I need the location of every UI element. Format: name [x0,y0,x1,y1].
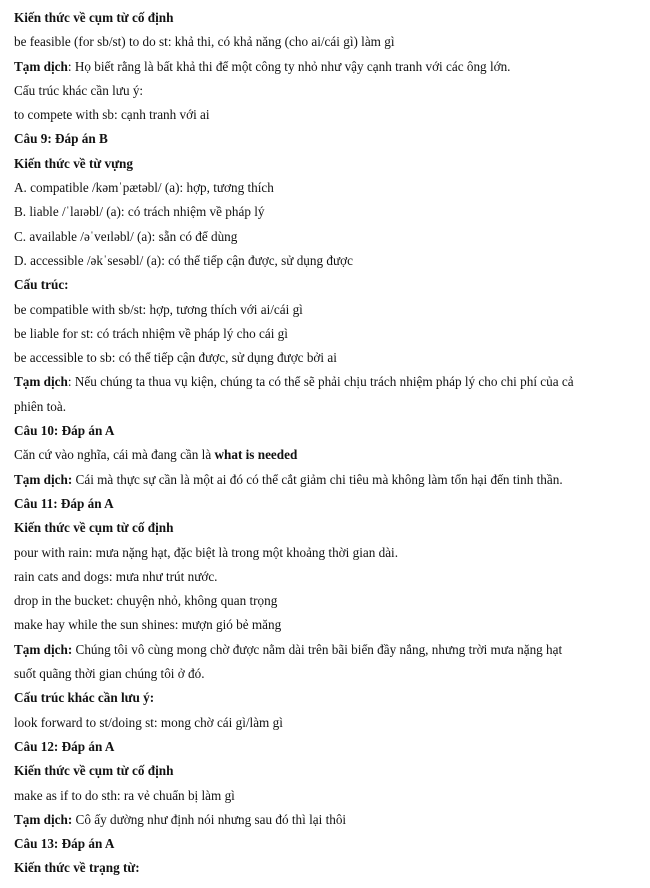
text-line: be compatible with sb/st: hợp, tương thích với ai/cái gì [14,301,303,317]
section-heading: Kiến thức về trạng từ: [14,860,140,876]
section-heading: Cấu trúc: [14,277,69,293]
text-line: pour with rain: mưa nặng hạt, đặc biệt là trong một khoảng thời gian dài. [14,544,399,560]
question-heading: Câu 13: Đáp án A [14,836,115,852]
text-line: be accessible to sb: có thể tiếp cận được, sử dụng được bởi ai [14,350,337,366]
translation-label: Tạm dịch [14,58,68,74]
translation-text: Chúng tôi vô cùng mong chờ được nằm dài trên bãi biển đầy nắng, nhưng trời mưa nặng hạt [72,641,563,657]
text-line: to compete with sb: cạnh tranh với ai [14,107,210,123]
text-line: make hay while the sun shines: mượn gió bẻ măng [14,617,282,633]
translation-text: : Họ biết rằng là bất khả thi để một công ty nhỏ như vậy cạnh tranh với các ông lớn. [67,58,511,74]
question-heading: Câu 9: Đáp án B [14,131,108,147]
text-line: Cấu trúc khác cần lưu ý: [14,82,144,98]
section-heading: Kiến thức về cụm từ cố định [14,10,174,25]
text-line: rain cats and dogs: mưa như trút nước. [14,568,218,584]
translation-label: Tạm dịch: [14,811,73,827]
text-line: make as if to do sth: ra vẻ chuẩn bị làm gì [14,787,235,803]
section-heading: Kiến thức về cụm từ cố định [14,763,174,779]
option-line: C. available /əˈveɪləbl/ (a): sẵn có để dùng [14,228,238,244]
text-segment: Căn cứ vào nghĩa, cái mà đang cần là [14,447,215,463]
translation-text: Cô ấy dường như định nói nhưng sau đó thì lại thôi [72,811,347,827]
section-heading: Kiến thức về cụm từ cố định [14,520,174,536]
section-heading: Cấu trúc khác cần lưu ý: [14,690,155,706]
text-line: drop in the bucket: chuyện nhỏ, không quan trọng [14,593,278,609]
option-line: D. accessible /əkˈsesəbl/ (a): có thể tiếp cận được, sử dụng được [14,252,353,268]
question-heading: Câu 10: Đáp án A [14,423,115,439]
question-heading: Câu 11: Đáp án A [14,495,114,511]
bold-phrase: what is needed [214,447,298,463]
text-line [14,443,636,467]
translation-line [14,468,636,492]
section-heading: Kiến thức về từ vựng [14,155,133,171]
translation-line [14,55,636,79]
option-line: B. liable /ˈlaɪəbl/ (a): có trách nhiệm về pháp lý [14,204,265,220]
translation-label: Tạm dịch [14,374,68,390]
question-heading: Câu 12: Đáp án A [14,738,115,754]
translation-label: Tạm dịch: [14,471,73,487]
text-line: phiên toà. [14,398,67,414]
text-line: be liable for st: có trách nhiệm về pháp lý cho cái gì [14,325,288,341]
translation-line [14,638,636,662]
text-line: look forward to st/doing st: mong chờ cái gì/làm gì [14,714,283,730]
option-line: A. compatible /kəmˈpætəbl/ (a): hợp, tương thích [14,180,274,196]
translation-text: : Nếu chúng ta thua vụ kiện, chúng ta có thể sẽ phải chịu trách nhiệm pháp lý cho chi phí của cả [67,374,574,390]
text-line: be feasible (for sb/st) to do st: khả thi, có khả năng (cho ai/cái gì) làm gì [14,34,395,50]
translation-line [14,370,636,394]
translation-line [14,808,636,832]
translation-label: Tạm dịch: [14,641,73,657]
text-line: suốt quãng thời gian chúng tôi ở đó. [14,666,205,682]
translation-text: Cái mà thực sự cần là một ai đó có thể cắt giảm chi tiêu mà không làm tổn hại đến tinh thần. [72,471,563,487]
